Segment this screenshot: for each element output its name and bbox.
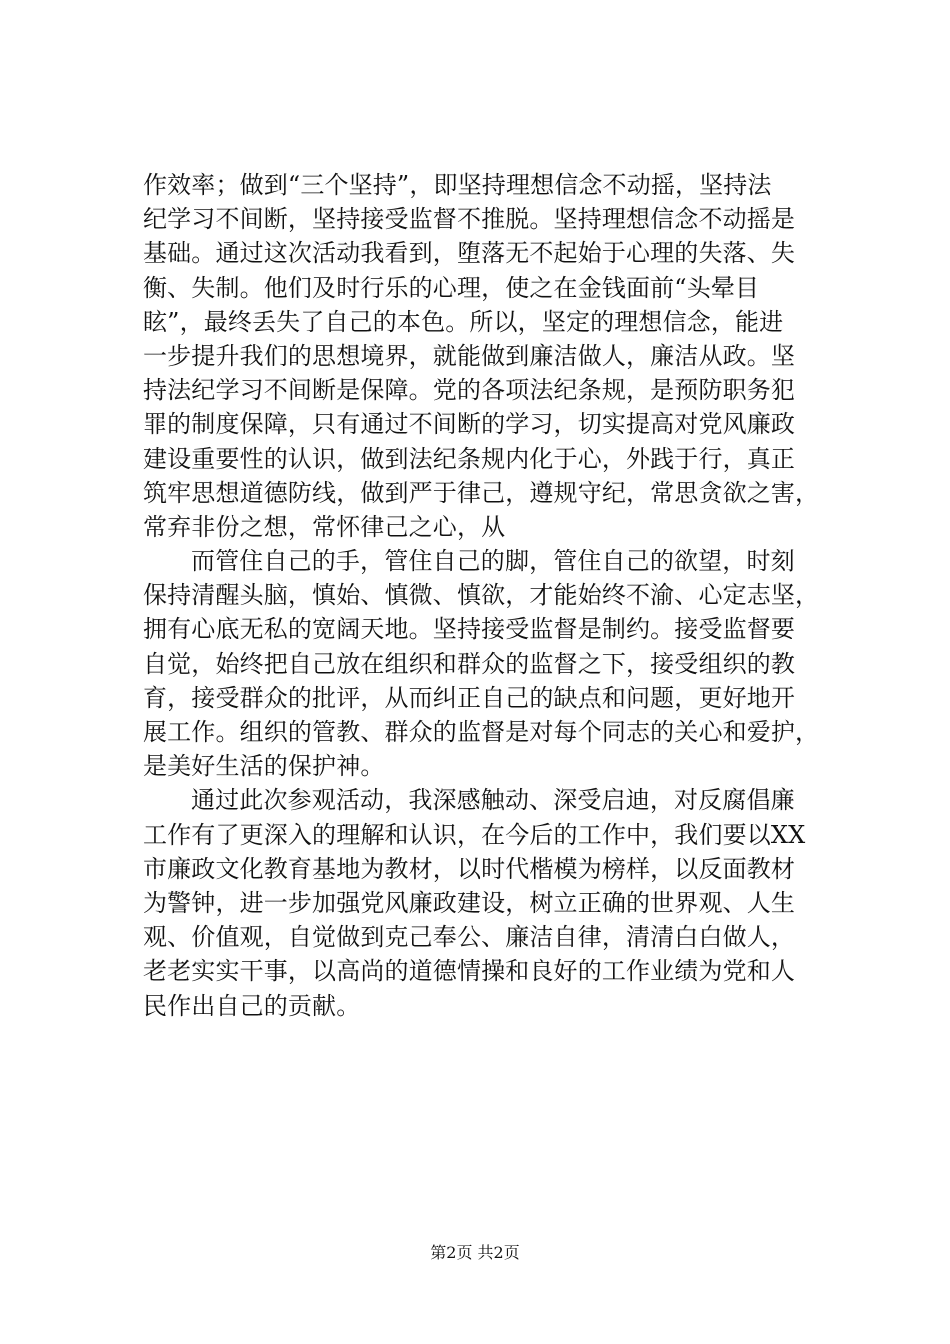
text-line: 观、价值观，自觉做到克己奉公、廉洁自律，清清白白做人， <box>143 923 796 952</box>
paragraph-start-line: 而管住自己的手，管住自己的脚，管住自己的欲望，时刻 <box>191 547 795 576</box>
text-line: 罪的制度保障，只有通过不间断的学习，切实提高对党风廉政 <box>143 410 796 439</box>
text-line: 拥有心底无私的宽阔天地。坚持接受监督是制约。接受监督要 <box>143 615 796 644</box>
text-line: 展工作。组织的管教、群众的监督是对每个同志的关心和爱护， <box>143 718 820 746</box>
text-line: 眩”，最终丢失了自己的本色。所以，坚定的理想信念，能进 <box>143 307 784 336</box>
text-line: 一步提升我们的思想境界，就能做到廉洁做人，廉洁从政。坚 <box>143 341 796 370</box>
text-line: 常弃非份之想，常怀律己之心，从 <box>143 512 506 541</box>
text-line: 民作出自己的贡献。 <box>143 991 361 1020</box>
text-line: 建设重要性的认识，做到法纪条规内化于心，外践于行，真正 <box>143 444 796 473</box>
text-line: 筑牢思想道德防线，做到严于律己，遵规守纪，常思贪欲之害， <box>143 478 820 507</box>
text-line: 基础。通过这次活动我看到，堕落无不起始于心理的失落、失 <box>143 239 796 268</box>
paragraph-start-line: 通过此次参观活动，我深感触动、深受启迪，对反腐倡廉 <box>191 786 795 815</box>
text-line: 工作有了更深入的理解和认识，在今后的工作中，我们要以XX <box>143 820 806 849</box>
text-line: 是美好生活的保护神。 <box>143 752 385 781</box>
text-line: 自觉，始终把自己放在组织和群众的监督之下，接受组织的教 <box>143 649 796 678</box>
page-number-footer: 第2页 共2页 <box>430 1243 520 1262</box>
text-line: 为警钟，进一步加强党风廉政建设，树立正确的世界观、人生 <box>143 888 796 917</box>
text-line: 老老实实干事，以高尚的道德情操和良好的工作业绩为党和人 <box>143 957 796 986</box>
document-body <box>143 168 833 1023</box>
text-line: 衡、失制。他们及时行乐的心理，使之在金钱面前“头晕目 <box>143 273 760 302</box>
text-line: 保持清醒头脑，慎始、慎微、慎欲，才能始终不渝、心定志坚， <box>143 581 820 610</box>
text-line: 育，接受群众的批评，从而纠正自己的缺点和问题，更好地开 <box>143 683 796 712</box>
text-line: 市廉政文化教育基地为教材，以时代楷模为榜样，以反面教材 <box>143 854 796 883</box>
text-line: 持法纪学习不间断是保障。党的各项法纪条规，是预防职务犯 <box>143 376 796 405</box>
text-line: 作效率；做到“三个坚持”，即坚持理想信念不动摇，坚持法 <box>143 171 772 199</box>
text-line: 纪学习不间断，坚持接受监督不推脱。坚持理想信念不动摇是 <box>143 205 796 234</box>
